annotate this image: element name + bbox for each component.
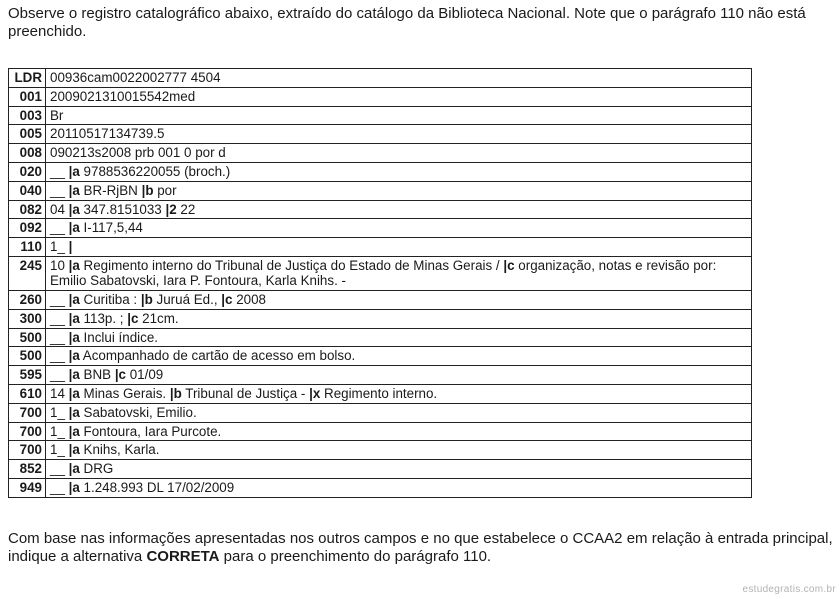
field-text: __: [50, 291, 69, 307]
marc-field-value: [46, 200, 752, 219]
marc-field-value: [46, 309, 752, 328]
marc-field-row: [9, 238, 752, 257]
subfield-code: |a: [68, 291, 80, 307]
field-text: __: [50, 220, 69, 236]
field-text: organização, notas e revisão por: Emilio Sabatovski, Iara P. Fontoura, Karla Knihs. -: [50, 257, 717, 289]
subfield-code: |b: [140, 291, 153, 307]
field-text: __: [50, 163, 69, 179]
marc-field-tag: LDR: [9, 69, 46, 88]
marc-field-value: [46, 441, 752, 460]
field-text: DRG: [79, 461, 114, 477]
field-text: __: [50, 348, 69, 364]
field-text: BR-RjBN: [79, 182, 142, 198]
marc-field-value: [46, 347, 752, 366]
marc-field-row: [9, 328, 752, 347]
subfield-code: |a: [68, 310, 80, 326]
field-text: 1.248.993 DL 17/02/2009: [79, 479, 235, 495]
marc-field-tag: 700: [9, 403, 46, 422]
marc-field-value: [46, 256, 752, 290]
field-text: 21cm.: [138, 310, 179, 326]
subfield-code: |a: [68, 329, 80, 345]
marc-field-tag: 020: [9, 162, 46, 181]
marc-field-value: [46, 87, 752, 106]
field-text: Regimento interno.: [320, 385, 438, 401]
field-text: Inclui índice.: [79, 329, 158, 345]
question-text: [8, 530, 836, 566]
marc-field-tag: 700: [9, 422, 46, 441]
marc-field-row: [9, 69, 752, 88]
subfield-code: |b: [169, 385, 182, 401]
marc-field-tag: 595: [9, 366, 46, 385]
subfield-code: |a: [68, 461, 80, 477]
marc-field-tag: 110: [9, 238, 46, 257]
marc-record-body: [9, 69, 752, 498]
marc-field-value: [46, 384, 752, 403]
field-text: 2009021310015542med: [50, 88, 196, 104]
field-text: __: [50, 479, 69, 495]
marc-field-tag: 500: [9, 347, 46, 366]
marc-field-value: [46, 125, 752, 144]
subfield-code: |a: [68, 385, 80, 401]
subfield-code: |a: [68, 479, 80, 495]
marc-field-row: [9, 403, 752, 422]
marc-field-row: [9, 478, 752, 497]
subfield-code: |a: [68, 182, 80, 198]
subfield-code: |a: [68, 201, 80, 217]
marc-field-tag: 082: [9, 200, 46, 219]
field-text: Fontoura, Iara Purcote.: [79, 423, 222, 439]
subfield-code: |c: [114, 367, 127, 383]
marc-field-tag: 003: [9, 106, 46, 125]
marc-field-value: [46, 422, 752, 441]
field-text: __: [50, 461, 69, 477]
marc-field-row: [9, 125, 752, 144]
field-text: Sabatovski, Emilio.: [79, 404, 197, 420]
marc-field-row: [9, 366, 752, 385]
field-text: 1_: [50, 404, 69, 420]
marc-field-value: [46, 69, 752, 88]
marc-field-tag: 500: [9, 328, 46, 347]
marc-field-value: [46, 478, 752, 497]
marc-field-value: [46, 460, 752, 479]
marc-field-tag: 300: [9, 309, 46, 328]
field-text: 22: [176, 201, 196, 217]
field-text: __: [50, 182, 69, 198]
marc-field-row: [9, 460, 752, 479]
field-text: Acompanhado de cartão de acesso em bolso.: [79, 348, 356, 364]
field-text: 01/09: [126, 367, 164, 383]
marc-field-row: [9, 384, 752, 403]
marc-field-tag: 949: [9, 478, 46, 497]
subfield-code: |a: [68, 257, 80, 273]
marc-field-tag: 040: [9, 181, 46, 200]
subfield-code: |c: [127, 310, 139, 326]
field-text: __: [50, 367, 69, 383]
subfield-code: |b: [141, 182, 154, 198]
question-text-before: Com base nas informações apresentadas nos outros campos e no que estabelece o CCAA2 em relação à entrada principal, indique a alternativa: [8, 530, 833, 565]
subfield-code: |a: [68, 163, 80, 179]
marc-field-tag: 005: [9, 125, 46, 144]
field-text: 20110517134739.5: [50, 126, 165, 142]
marc-field-tag: 245: [9, 256, 46, 290]
marc-field-row: [9, 200, 752, 219]
marc-field-tag: 008: [9, 144, 46, 163]
marc-record-table: [8, 68, 752, 498]
marc-field-value: [46, 144, 752, 163]
marc-field-value: [46, 366, 752, 385]
subfield-code: |2: [165, 201, 177, 217]
field-text: por: [153, 182, 177, 198]
field-text: BNB: [79, 367, 115, 383]
field-text: 090213s2008 prb 001 0 por d: [50, 145, 226, 161]
field-text: Br: [50, 107, 64, 123]
marc-field-row: [9, 162, 752, 181]
marc-field-value: [46, 181, 752, 200]
marc-field-row: [9, 422, 752, 441]
subfield-code: |a: [68, 442, 80, 458]
field-text: 1_: [50, 442, 69, 458]
field-text: 1_: [50, 423, 69, 439]
field-text: Curitiba :: [79, 291, 141, 307]
field-text: Minas Gerais.: [79, 385, 170, 401]
field-text: 2008: [232, 291, 266, 307]
question-text-after: para o preenchimento do parágrafo 110.: [219, 548, 492, 565]
field-text: 04: [50, 201, 69, 217]
field-text: __: [50, 310, 69, 326]
subfield-code: |a: [68, 404, 80, 420]
subfield-code: |x: [309, 385, 321, 401]
marc-field-value: [46, 238, 752, 257]
marc-field-value: [46, 328, 752, 347]
marc-field-tag: 610: [9, 384, 46, 403]
marc-field-tag: 001: [9, 87, 46, 106]
subfield-code: |c: [503, 257, 515, 273]
field-text: Tribunal de Justiça -: [181, 385, 310, 401]
marc-field-row: [9, 181, 752, 200]
marc-field-value: [46, 219, 752, 238]
marc-field-value: [46, 162, 752, 181]
marc-field-row: [9, 290, 752, 309]
field-text: Juruá Ed.,: [152, 291, 222, 307]
marc-field-row: [9, 106, 752, 125]
marc-field-row: [9, 347, 752, 366]
marc-field-row: [9, 309, 752, 328]
marc-field-tag: 260: [9, 290, 46, 309]
subfield-code: |a: [68, 423, 80, 439]
intro-text: Observe o registro catalográfico abaixo, extraído do catálogo da Biblioteca Nacional. Note que o parágrafo 110 não está preenchido.: [8, 5, 806, 40]
subfield-code: |a: [68, 348, 80, 364]
marc-field-value: [46, 106, 752, 125]
field-text: Knihs, Karla.: [79, 442, 160, 458]
marc-field-value: [46, 403, 752, 422]
field-text: 14: [50, 385, 69, 401]
marc-field-row: [9, 441, 752, 460]
field-text: 113p. ;: [79, 310, 128, 326]
marc-field-row: [9, 87, 752, 106]
subfield-code: |a: [68, 367, 80, 383]
marc-field-row: [9, 256, 752, 290]
field-text: I-117,5,44: [79, 220, 143, 236]
field-text: __: [50, 329, 69, 345]
field-text: Regimento interno do Tribunal de Justiça do Estado de Minas Gerais /: [79, 257, 504, 273]
marc-field-tag: 852: [9, 460, 46, 479]
subfield-code: |: [68, 239, 73, 255]
field-text: 10: [50, 257, 69, 273]
marc-field-tag: 092: [9, 219, 46, 238]
marc-field-tag: 700: [9, 441, 46, 460]
subfield-code: |c: [221, 291, 233, 307]
watermark: estudegratis.com.br: [742, 584, 836, 595]
field-text: 347.8151033: [79, 201, 166, 217]
subfield-code: |a: [68, 220, 80, 236]
marc-field-row: [9, 144, 752, 163]
field-text: 9788536220055 (broch.): [79, 163, 231, 179]
marc-field-row: [9, 219, 752, 238]
marc-field-value: [46, 290, 752, 309]
field-text: 00936cam0022002777 4504: [50, 70, 221, 85]
field-text: 1_: [50, 239, 69, 255]
question-emphasis: CORRETA: [146, 548, 220, 565]
